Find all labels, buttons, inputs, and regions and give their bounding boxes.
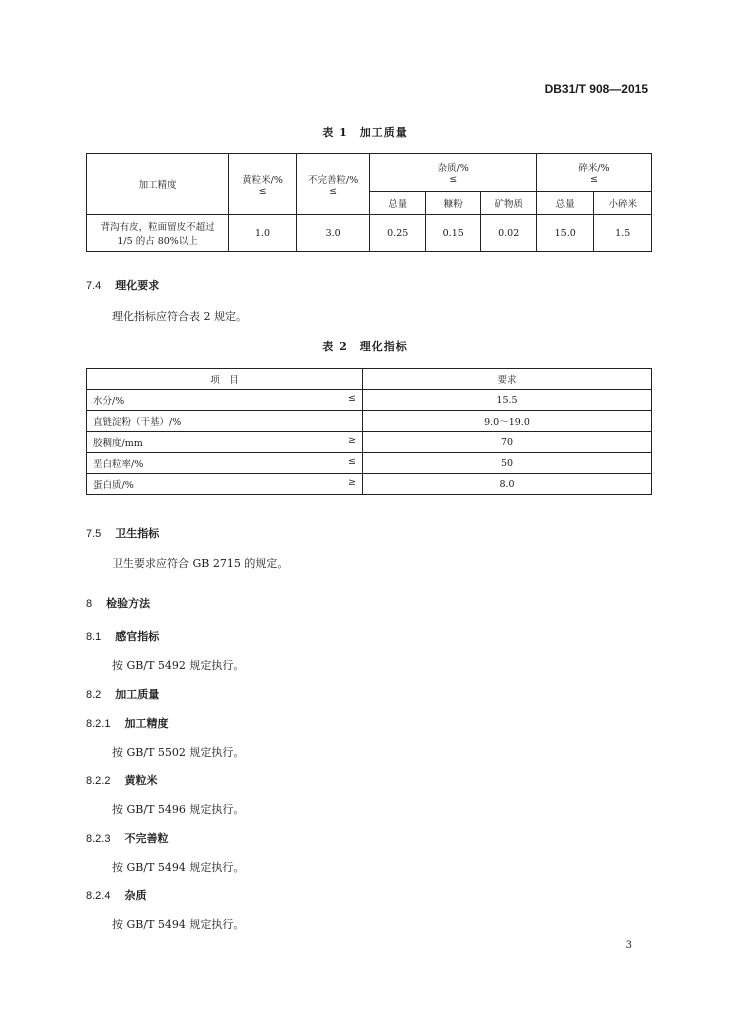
document-code: DB31/T 908—2015	[544, 82, 648, 96]
section-title: 杂质	[124, 889, 147, 902]
section-7-5-text: 卫生要求应符合 GB 2715 的规定。	[112, 557, 289, 570]
header-item: 项 目	[87, 369, 363, 390]
row-sym: ≤	[348, 393, 356, 404]
header-impurity-sym: ≤	[449, 173, 458, 185]
section-8-2-4-heading	[86, 887, 146, 903]
section-7-5-heading	[86, 525, 159, 541]
header-imperfect-kernel	[296, 154, 370, 215]
header-impurity-label: 杂质/%	[437, 162, 469, 174]
section-8-2-1-heading	[86, 715, 168, 731]
section-title: 检验方法	[106, 597, 151, 610]
section-number: 8	[86, 598, 93, 610]
section-number: 8.1	[86, 631, 102, 643]
value-impurity-total: 0.25	[370, 215, 425, 252]
section-8-1-text: 按 GB/T 5492 规定执行。	[112, 659, 245, 672]
section-title: 理化要求	[115, 279, 160, 292]
row-sym: ≤	[348, 456, 356, 467]
row-value: 8.0	[363, 474, 652, 495]
section-title: 黄粒米	[124, 774, 158, 787]
section-number: 8.2.3	[86, 833, 111, 845]
section-7-4-heading	[86, 277, 159, 293]
header-imperfect-sym: ≤	[329, 185, 338, 197]
processing-quality-table	[86, 153, 652, 252]
page-number: 3	[625, 940, 632, 951]
row-label-text: 垩白粒率/%	[93, 459, 144, 470]
row-value: 50	[363, 453, 652, 474]
value-imperfect: 3.0	[296, 215, 370, 252]
subheader-mineral: 矿物质	[481, 191, 536, 214]
subheader-small-broken: 小碎米	[594, 191, 652, 214]
row-label-text: 水分/%	[93, 396, 125, 407]
section-8-2-4-text: 按 GB/T 5494 规定执行。	[112, 918, 245, 931]
header-requirement: 要求	[363, 369, 652, 390]
row-label	[87, 432, 363, 453]
subheader-total: 总量	[370, 191, 425, 214]
header-broken-sym: ≤	[589, 173, 598, 185]
section-number: 7.4	[86, 280, 102, 292]
section-8-2-1-text: 按 GB/T 5502 规定执行。	[112, 746, 245, 759]
section-title: 不完善粒	[124, 832, 169, 845]
value-small-broken: 1.5	[594, 215, 652, 252]
section-8-2-heading	[86, 686, 159, 702]
table-row	[87, 411, 652, 432]
row-label-text: 蛋白质/%	[93, 480, 134, 491]
table2-caption: 表 2 理化指标	[322, 340, 408, 353]
value-yellow: 1.0	[229, 215, 297, 252]
header-yellow-rice	[229, 154, 297, 215]
table-row	[87, 474, 652, 495]
section-title: 加工精度	[124, 717, 169, 730]
header-precision: 加工精度	[87, 154, 229, 215]
section-8-2-3-heading	[86, 830, 168, 846]
row-precision-label	[87, 215, 229, 252]
row-sym: ≥	[348, 477, 356, 488]
value-mineral: 0.02	[481, 215, 536, 252]
row-sym: ≥	[348, 435, 356, 446]
section-8-1-heading	[86, 628, 159, 644]
value-bran: 0.15	[425, 215, 480, 252]
row-label	[87, 411, 363, 432]
section-number: 7.5	[86, 528, 102, 540]
section-title: 卫生指标	[115, 527, 160, 540]
section-title: 加工质量	[115, 688, 160, 701]
row-value: 9.0～19.0	[363, 411, 652, 432]
row-label	[87, 390, 363, 411]
section-number: 8.2.4	[86, 890, 111, 902]
row-label	[87, 453, 363, 474]
header-broken-rice	[536, 154, 651, 192]
section-7-4-text: 理化指标应符合表 2 规定。	[112, 310, 247, 323]
section-8-2-2-text: 按 GB/T 5496 规定执行。	[112, 803, 245, 816]
subheader-broken-total: 总量	[536, 191, 594, 214]
row-value: 70	[363, 432, 652, 453]
header-imperfect-label: 不完善粒/%	[308, 174, 359, 186]
header-broken-label: 碎米/%	[578, 162, 610, 174]
section-title: 感官指标	[115, 630, 160, 643]
row-precision-line2: 1/5 的占 80%以上	[117, 236, 198, 247]
section-number: 8.2.1	[86, 718, 111, 730]
section-8-2-2-heading	[86, 772, 157, 788]
physicochemical-table	[86, 368, 652, 495]
header-impurity	[370, 154, 536, 192]
subheader-bran: 糠粉	[425, 191, 480, 214]
value-broken-total: 15.0	[536, 215, 594, 252]
table-row	[87, 432, 652, 453]
header-yellow-sym: ≤	[258, 185, 267, 197]
row-value: 15.5	[363, 390, 652, 411]
table-row	[87, 453, 652, 474]
section-number: 8.2.2	[86, 775, 111, 787]
section-8-2-3-text: 按 GB/T 5494 规定执行。	[112, 861, 245, 874]
section-8-heading	[86, 595, 150, 611]
table-row	[87, 390, 652, 411]
row-label-text: 直链淀粉（干基）/%	[93, 417, 182, 428]
row-label-text: 胶稠度/mm	[93, 438, 143, 449]
row-label	[87, 474, 363, 495]
header-yellow-label: 黄粒米/%	[242, 174, 283, 186]
row-precision-line1: 背沟有皮，粒面留皮不超过	[100, 222, 215, 233]
section-number: 8.2	[86, 689, 102, 701]
table1-caption: 表 1 加工质量	[322, 126, 408, 139]
